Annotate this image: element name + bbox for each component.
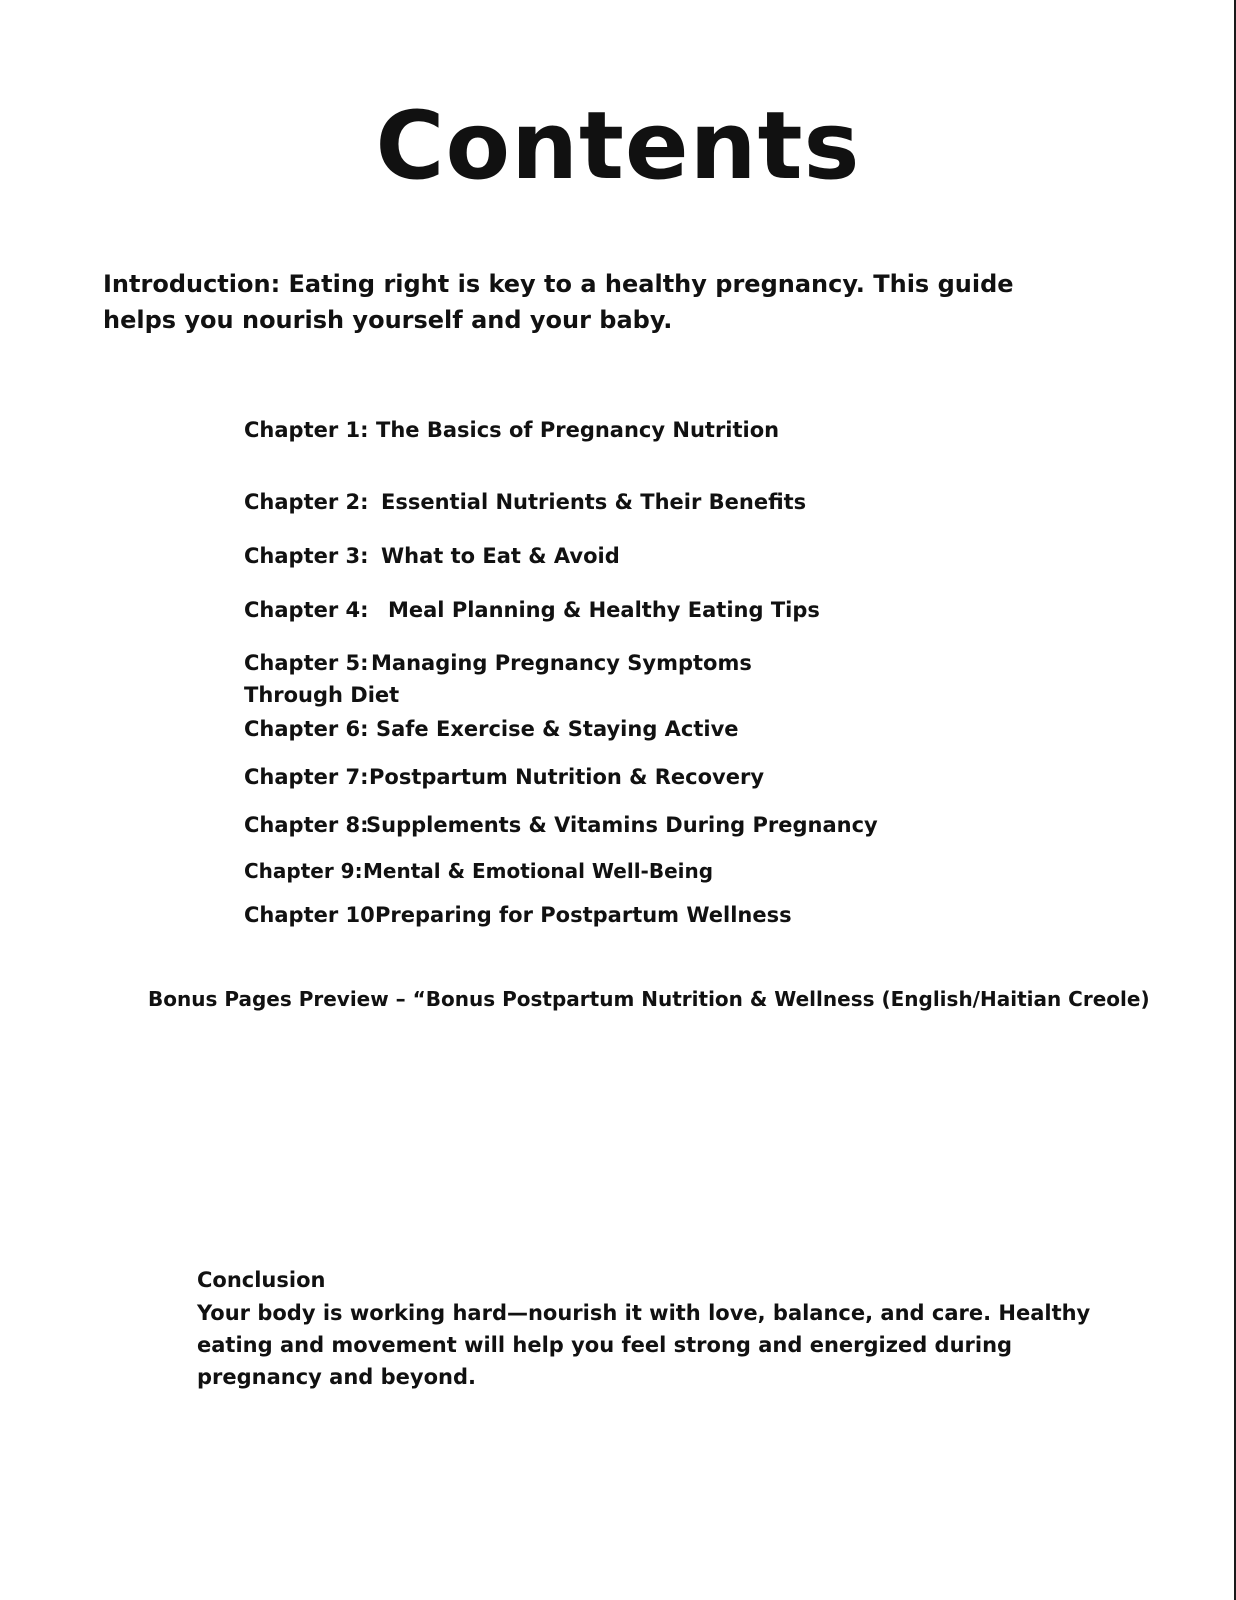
introduction-text: Introduction: Eating right is key to a healthy pregnancy. This guide helps you nourish yourself and your baby.	[103, 270, 1014, 334]
toc-entry-chapter-1	[244, 414, 779, 446]
chapter-number: Chapter 2:	[244, 490, 369, 514]
toc-entry-chapter-9	[244, 855, 713, 887]
page-title: Contents	[375, 92, 861, 201]
chapter-title: What to Eat & Avoid	[381, 544, 620, 568]
chapter-title: Supplements & Vitamins During Pregnancy	[366, 813, 878, 837]
chapter-number: Chapter 3:	[244, 544, 369, 568]
chapter-number: Chapter 4:	[244, 598, 369, 622]
toc-entry-chapter-3	[244, 540, 620, 572]
chapter-title: Safe Exercise & Staying Active	[376, 717, 739, 741]
chapter-number: Chapter 8:	[244, 813, 369, 837]
conclusion-body: Your body is working hard—nourish it with love, balance, and care. Healthy eating and movement will help you feel strong and energized during pregnancy and beyond.	[197, 1301, 1091, 1389]
toc-entry-chapter-6	[244, 713, 739, 745]
bonus-pages-preview: Bonus Pages Preview – “Bonus Postpartum Nutrition & Wellness (English/Haitian Creole)	[148, 987, 1150, 1011]
toc-entry-chapter-8	[244, 809, 878, 841]
chapter-title: The Basics of Pregnancy Nutrition	[376, 418, 780, 442]
toc-entry-chapter-7	[244, 761, 764, 793]
chapter-title: Managing Pregnancy Symptoms Through Diet	[244, 651, 752, 707]
chapter-title: Mental & Emotional Well-Being	[363, 859, 714, 883]
chapter-number: Chapter 6:	[244, 717, 369, 741]
chapter-number: Chapter 10:	[244, 903, 384, 927]
chapter-number: Chapter 1:	[244, 418, 369, 442]
toc-entry-chapter-4	[244, 594, 820, 626]
toc-entry-chapter-2	[244, 486, 806, 518]
chapter-number: Chapter 5:	[244, 651, 369, 675]
chapter-title: Meal Planning & Healthy Eating Tips	[388, 598, 820, 622]
chapter-title: Essential Nutrients & Their Benefits	[381, 490, 807, 514]
chapter-number: Chapter 9:	[244, 859, 363, 883]
toc-entry-chapter-5	[244, 647, 844, 711]
chapter-title: Postpartum Nutrition & Recovery	[369, 765, 765, 789]
conclusion-heading: Conclusion	[197, 1268, 326, 1292]
chapter-number: Chapter 7:	[244, 765, 369, 789]
toc-entry-chapter-10	[244, 899, 792, 931]
chapter-title: Preparing for Postpartum Wellness	[375, 903, 792, 927]
